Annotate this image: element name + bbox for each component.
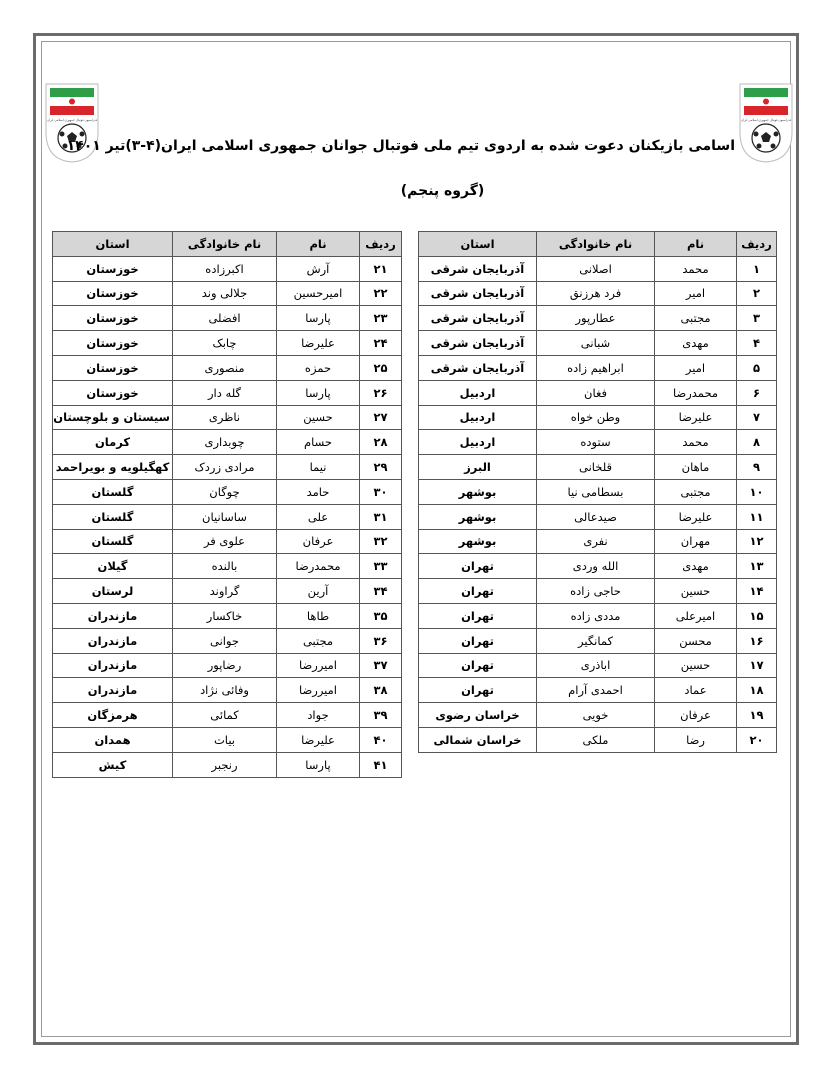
province-cell: خوزستان	[53, 256, 173, 281]
last-name-cell: وفائی نژاد	[173, 678, 277, 703]
province-cell: خوزستان	[53, 306, 173, 331]
province-cell: گیلان	[53, 554, 173, 579]
first-name-cell: عرفان	[277, 529, 360, 554]
province-cell: البرز	[419, 455, 537, 480]
table-row	[419, 579, 777, 604]
first-name-cell: مجتبی	[655, 306, 737, 331]
province-cell: لرستان	[53, 579, 173, 604]
table-row	[419, 628, 777, 653]
row-number-cell: ۳۸	[360, 678, 402, 703]
first-name-cell: امیرحسین	[277, 281, 360, 306]
table-row	[419, 653, 777, 678]
row-number-cell: ۲	[737, 281, 777, 306]
row-number-cell: ۲۱	[360, 256, 402, 281]
first-name-cell: علیرضا	[655, 504, 737, 529]
last-name-cell: نفری	[537, 529, 655, 554]
last-name-cell: اباذری	[537, 653, 655, 678]
row-number-cell: ۵	[737, 355, 777, 380]
province-cell: تهران	[419, 653, 537, 678]
first-name-cell: امیرعلی	[655, 603, 737, 628]
first-name-cell: نیما	[277, 455, 360, 480]
table-row	[53, 703, 402, 728]
first-name-cell: جواد	[277, 703, 360, 728]
province-cell: آذربایجان شرقی	[419, 256, 537, 281]
last-name-cell: وطن خواه	[537, 405, 655, 430]
first-name-cell: علیرضا	[655, 405, 737, 430]
province-cell: خوزستان	[53, 331, 173, 356]
province-cell: آذربایجان شرقی	[419, 306, 537, 331]
row-number-cell: ۳۷	[360, 653, 402, 678]
first-name-cell: مهدی	[655, 331, 737, 356]
group-subtitle: (گروه پنجم)	[400, 183, 485, 199]
province-cell: اردبیل	[419, 380, 537, 405]
first-name-cell: امیر	[655, 281, 737, 306]
first-name-cell: آرش	[277, 256, 360, 281]
last-name-cell: افضلی	[173, 306, 277, 331]
first-name-cell: آرین	[277, 579, 360, 604]
table-row	[53, 331, 402, 356]
table-header-row	[53, 232, 402, 257]
last-name-cell: قلخانی	[537, 455, 655, 480]
logo-caption-left: فدراسیون فوتبال جمهوری اسلامی ایران	[46, 118, 98, 122]
row-number-cell: ۳۳	[360, 554, 402, 579]
province-cell: گلستان	[53, 504, 173, 529]
players-table-left	[52, 231, 402, 778]
province-cell: خوزستان	[53, 281, 173, 306]
province-cell: تهران	[419, 603, 537, 628]
last-name-cell: چوبداری	[173, 430, 277, 455]
last-name-cell: جلالی وند	[173, 281, 277, 306]
row-number-cell: ۲۲	[360, 281, 402, 306]
table-row	[53, 430, 402, 455]
last-name-cell: حاجی زاده	[537, 579, 655, 604]
row-number-cell: ۳۴	[360, 579, 402, 604]
table-row	[419, 554, 777, 579]
first-name-cell: محمد	[655, 430, 737, 455]
header-row-number: ردیف	[360, 232, 402, 257]
province-cell: اردبیل	[419, 405, 537, 430]
first-name-cell: حسین	[277, 405, 360, 430]
last-name-cell: کمانگیر	[537, 628, 655, 653]
last-name-cell: کمائی	[173, 703, 277, 728]
table-row	[53, 653, 402, 678]
row-number-cell: ۳۲	[360, 529, 402, 554]
table-row	[419, 355, 777, 380]
first-name-cell: محمدرضا	[277, 554, 360, 579]
last-name-cell: صیدعالی	[537, 504, 655, 529]
first-name-cell: طاها	[277, 603, 360, 628]
row-number-cell: ۲۳	[360, 306, 402, 331]
row-number-cell: ۴۰	[360, 727, 402, 752]
last-name-cell: بالنده	[173, 554, 277, 579]
last-name-cell: جوانی	[173, 628, 277, 653]
row-number-cell: ۱۴	[737, 579, 777, 604]
table-row	[53, 678, 402, 703]
last-name-cell: چابک	[173, 331, 277, 356]
header-last-name: نام خانوادگی	[173, 232, 277, 257]
province-cell: کیش	[53, 752, 173, 777]
header-last-name: نام خانوادگی	[537, 232, 655, 257]
last-name-cell: خویی	[537, 703, 655, 728]
last-name-cell: عطارپور	[537, 306, 655, 331]
logo-caption-right: فدراسیون فوتبال جمهوری اسلامی ایران	[740, 118, 792, 122]
last-name-cell: ابراهیم زاده	[537, 355, 655, 380]
row-number-cell: ۲۰	[737, 727, 777, 752]
last-name-cell: احمدی آرام	[537, 678, 655, 703]
page-title: اسامی بازیکنان دعوت شده به اردوی تیم ملی فوتبال جوانان جمهوری اسلامی ایران(۴-۳)تیر ۱۴۰۱	[66, 138, 735, 154]
table-row	[53, 306, 402, 331]
province-cell: خراسان رضوی	[419, 703, 537, 728]
last-name-cell: بیات	[173, 727, 277, 752]
table-row	[53, 529, 402, 554]
federation-logo-right	[738, 82, 794, 164]
first-name-cell: محمدرضا	[655, 380, 737, 405]
last-name-cell: گراوند	[173, 579, 277, 604]
first-name-cell: حسام	[277, 430, 360, 455]
row-number-cell: ۱	[737, 256, 777, 281]
last-name-cell: مرادی زردک	[173, 455, 277, 480]
row-number-cell: ۱۸	[737, 678, 777, 703]
last-name-cell: علوی فر	[173, 529, 277, 554]
row-number-cell: ۲۷	[360, 405, 402, 430]
province-cell: هرمزگان	[53, 703, 173, 728]
first-name-cell: پارسا	[277, 380, 360, 405]
province-cell: تهران	[419, 678, 537, 703]
province-cell: سیستان و بلوچستان	[53, 405, 173, 430]
row-number-cell: ۱۷	[737, 653, 777, 678]
last-name-cell: ساسانیان	[173, 504, 277, 529]
table-row	[419, 727, 777, 752]
last-name-cell: رنجبر	[173, 752, 277, 777]
province-cell: مازندران	[53, 653, 173, 678]
table-row	[53, 281, 402, 306]
row-number-cell: ۹	[737, 455, 777, 480]
province-cell: بوشهر	[419, 479, 537, 504]
first-name-cell: ماهان	[655, 455, 737, 480]
first-name-cell: علیرضا	[277, 727, 360, 752]
last-name-cell: منصوری	[173, 355, 277, 380]
first-name-cell: رضا	[655, 727, 737, 752]
table-row	[53, 554, 402, 579]
row-number-cell: ۱۶	[737, 628, 777, 653]
row-number-cell: ۲۴	[360, 331, 402, 356]
province-cell: مازندران	[53, 628, 173, 653]
table-row	[419, 479, 777, 504]
province-cell: خوزستان	[53, 380, 173, 405]
province-cell: بوشهر	[419, 504, 537, 529]
first-name-cell: حامد	[277, 479, 360, 504]
province-cell: خراسان شمالی	[419, 727, 537, 752]
table-row	[419, 455, 777, 480]
table-row	[53, 256, 402, 281]
header-row-number: ردیف	[737, 232, 777, 257]
province-cell: کرمان	[53, 430, 173, 455]
first-name-cell: مهران	[655, 529, 737, 554]
province-cell: آذربایجان شرقی	[419, 281, 537, 306]
row-number-cell: ۱۰	[737, 479, 777, 504]
last-name-cell: بسطامی نیا	[537, 479, 655, 504]
last-name-cell: فغان	[537, 380, 655, 405]
table-row	[419, 306, 777, 331]
province-cell: همدان	[53, 727, 173, 752]
row-number-cell: ۷	[737, 405, 777, 430]
table-row	[419, 405, 777, 430]
last-name-cell: فرد هرزنق	[537, 281, 655, 306]
header-first-name: نام	[655, 232, 737, 257]
table-row	[53, 579, 402, 604]
first-name-cell: پارسا	[277, 752, 360, 777]
table-row	[419, 281, 777, 306]
table-row	[53, 504, 402, 529]
row-number-cell: ۲۹	[360, 455, 402, 480]
first-name-cell: امیررضا	[277, 653, 360, 678]
last-name-cell: مددی زاده	[537, 603, 655, 628]
row-number-cell: ۴	[737, 331, 777, 356]
last-name-cell: اکبرزاده	[173, 256, 277, 281]
last-name-cell: شبانی	[537, 331, 655, 356]
province-cell: آذربایجان شرقی	[419, 355, 537, 380]
last-name-cell: ستوده	[537, 430, 655, 455]
last-name-cell: خاکسار	[173, 603, 277, 628]
province-cell: گلستان	[53, 529, 173, 554]
row-number-cell: ۲۶	[360, 380, 402, 405]
row-number-cell: ۳۱	[360, 504, 402, 529]
first-name-cell: عرفان	[655, 703, 737, 728]
province-cell: کهگیلویه و بویراحمد	[53, 455, 173, 480]
header-province: استان	[53, 232, 173, 257]
row-number-cell: ۲۸	[360, 430, 402, 455]
table-row	[419, 678, 777, 703]
table-row	[53, 380, 402, 405]
province-cell: بوشهر	[419, 529, 537, 554]
row-number-cell: ۶	[737, 380, 777, 405]
last-name-cell: رضاپور	[173, 653, 277, 678]
table-row	[53, 752, 402, 777]
table-row	[419, 380, 777, 405]
last-name-cell: گله دار	[173, 380, 277, 405]
table-row	[419, 430, 777, 455]
row-number-cell: ۳	[737, 306, 777, 331]
first-name-cell: حمزه	[277, 355, 360, 380]
province-cell: مازندران	[53, 678, 173, 703]
last-name-cell: الله وردی	[537, 554, 655, 579]
province-cell: آذربایجان شرقی	[419, 331, 537, 356]
table-row	[53, 479, 402, 504]
first-name-cell: امیر	[655, 355, 737, 380]
table-row	[53, 603, 402, 628]
table-header-row	[419, 232, 777, 257]
table-row	[53, 455, 402, 480]
table-row	[53, 405, 402, 430]
row-number-cell: ۳۰	[360, 479, 402, 504]
table-row	[419, 331, 777, 356]
row-number-cell: ۱۱	[737, 504, 777, 529]
row-number-cell: ۳۶	[360, 628, 402, 653]
first-name-cell: امیررضا	[277, 678, 360, 703]
first-name-cell: محسن	[655, 628, 737, 653]
first-name-cell: حسین	[655, 579, 737, 604]
row-number-cell: ۱۵	[737, 603, 777, 628]
table-row	[53, 727, 402, 752]
row-number-cell: ۱۳	[737, 554, 777, 579]
row-number-cell: ۱۹	[737, 703, 777, 728]
row-number-cell: ۸	[737, 430, 777, 455]
players-table-right	[418, 231, 777, 753]
province-cell: تهران	[419, 579, 537, 604]
last-name-cell: چوگان	[173, 479, 277, 504]
row-number-cell: ۳۹	[360, 703, 402, 728]
row-number-cell: ۱۲	[737, 529, 777, 554]
province-cell: مازندران	[53, 603, 173, 628]
first-name-cell: مجتبی	[655, 479, 737, 504]
header-province: استان	[419, 232, 537, 257]
first-name-cell: عماد	[655, 678, 737, 703]
first-name-cell: مهدی	[655, 554, 737, 579]
table-row	[419, 256, 777, 281]
table-row	[419, 529, 777, 554]
last-name-cell: ملکی	[537, 727, 655, 752]
province-cell: تهران	[419, 628, 537, 653]
table-row	[53, 628, 402, 653]
first-name-cell: حسین	[655, 653, 737, 678]
first-name-cell: محمد	[655, 256, 737, 281]
last-name-cell: ناظری	[173, 405, 277, 430]
table-row	[419, 504, 777, 529]
province-cell: تهران	[419, 554, 537, 579]
first-name-cell: علی	[277, 504, 360, 529]
row-number-cell: ۲۵	[360, 355, 402, 380]
province-cell: خوزستان	[53, 355, 173, 380]
province-cell: اردبیل	[419, 430, 537, 455]
province-cell: گلستان	[53, 479, 173, 504]
row-number-cell: ۳۵	[360, 603, 402, 628]
last-name-cell: اصلانی	[537, 256, 655, 281]
table-row	[53, 355, 402, 380]
first-name-cell: مجتبی	[277, 628, 360, 653]
first-name-cell: علیرضا	[277, 331, 360, 356]
row-number-cell: ۴۱	[360, 752, 402, 777]
table-row	[419, 603, 777, 628]
header-first-name: نام	[277, 232, 360, 257]
first-name-cell: پارسا	[277, 306, 360, 331]
table-row	[419, 703, 777, 728]
